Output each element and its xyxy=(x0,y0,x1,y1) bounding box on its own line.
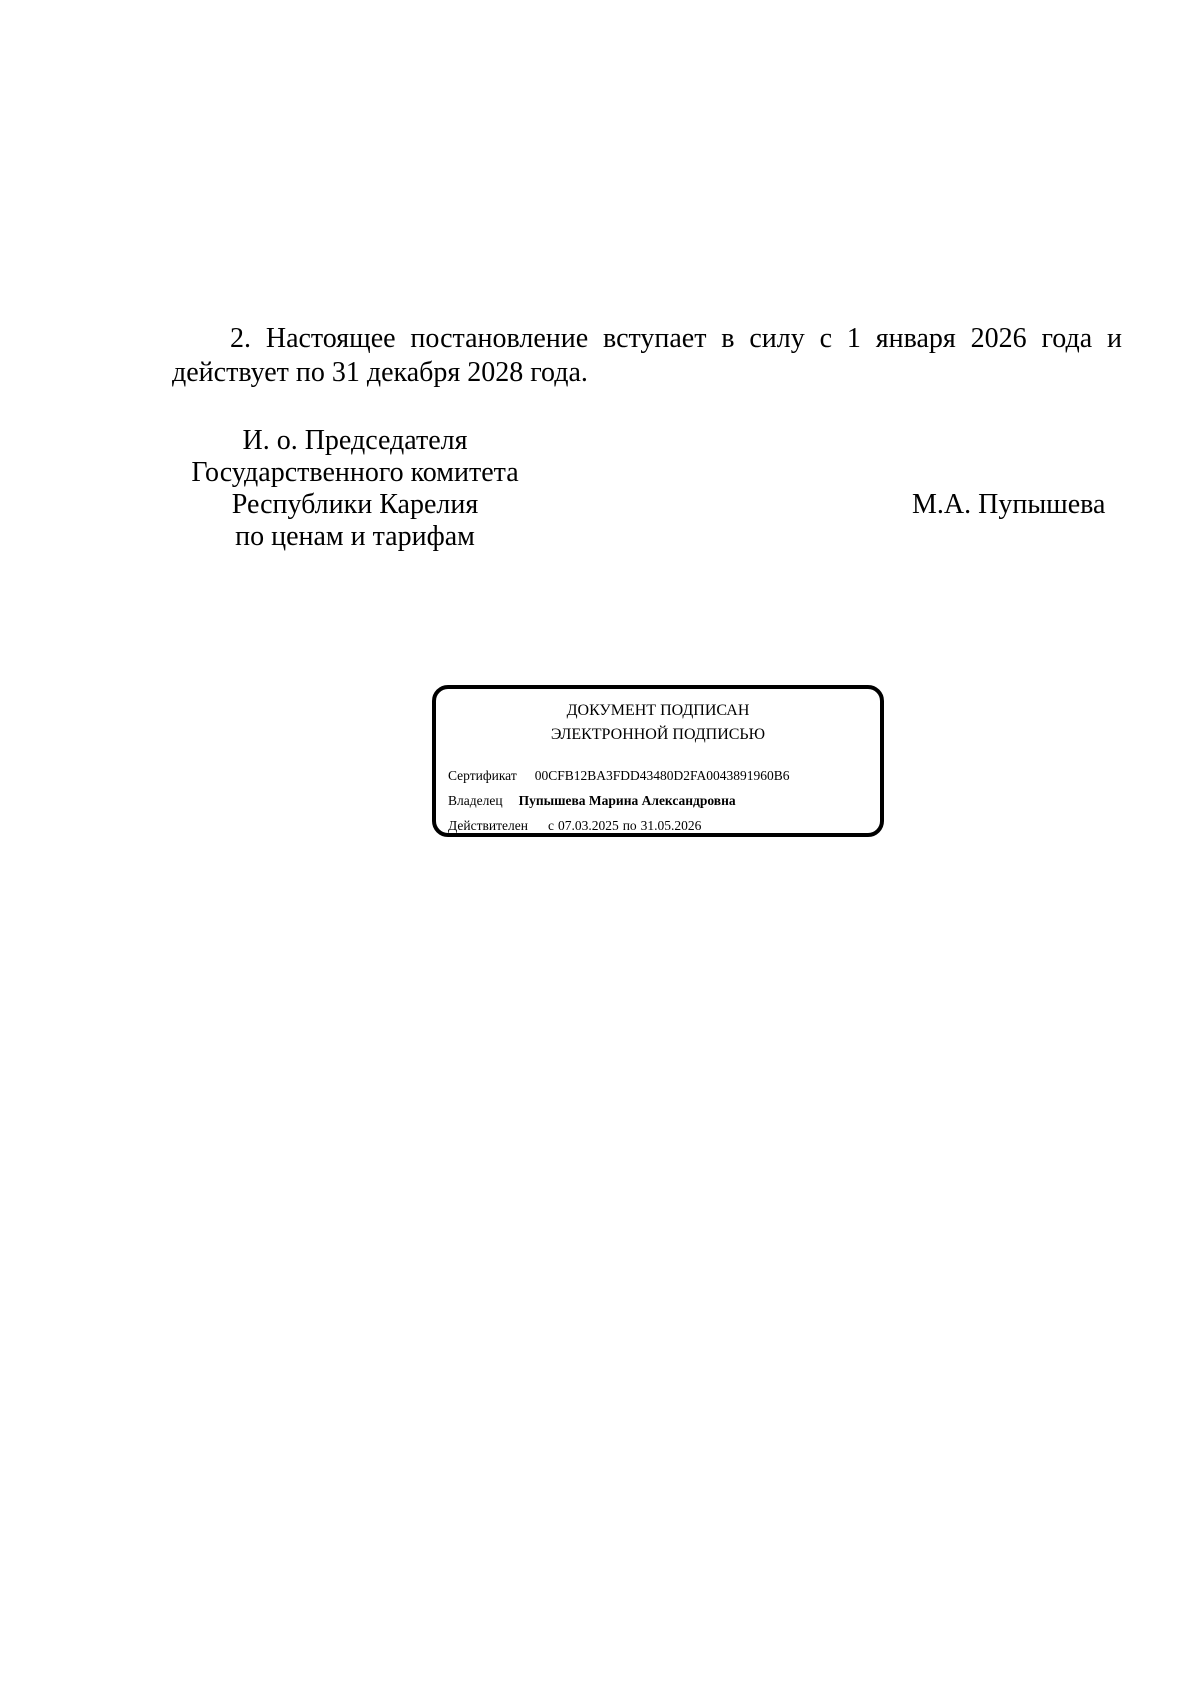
body-paragraph xyxy=(172,322,1122,390)
valid-label: Действителен xyxy=(448,818,528,833)
position-line-1: И. о. Председателя xyxy=(242,425,468,456)
valid-from-prefix: с xyxy=(547,818,554,833)
certificate-label: Сертификат xyxy=(448,768,517,783)
stamp-certificate-row xyxy=(448,767,790,785)
owner-value: Пупышева Марина Александровна xyxy=(518,793,736,808)
stamp-header xyxy=(436,699,880,747)
e-signature-stamp xyxy=(432,685,884,837)
valid-from-date: 07.03.2025 xyxy=(557,818,619,833)
valid-to-prefix: по xyxy=(622,818,637,833)
valid-to-date: 31.05.2026 xyxy=(640,818,702,833)
position-line-3: Республики Карелия xyxy=(231,489,479,520)
stamp-header-line-1: ДОКУМЕНТ ПОДПИСАН xyxy=(566,702,750,719)
signer-name: М.А. Пупышева xyxy=(912,489,1106,520)
stamp-owner-row xyxy=(448,792,736,810)
position-line-4: по ценам и тарифам xyxy=(235,521,475,552)
owner-label: Владелец xyxy=(448,793,503,808)
stamp-header-line-2: ЭЛЕКТРОННОЙ ПОДПИСЬЮ xyxy=(550,726,766,743)
position-line-2: Государственного комитета xyxy=(191,457,519,488)
stamp-validity-row xyxy=(448,817,701,835)
paragraph-line-1: 2. Настоящее постановление вступает в силу с 1 января 2026 года и xyxy=(230,323,1122,354)
paragraph-line-2: действует по 31 декабря 2028 года. xyxy=(172,357,588,388)
signatory-position xyxy=(140,425,570,553)
certificate-value: 00CFB12BA3FDD43480D2FA0043891960B6 xyxy=(534,768,790,783)
